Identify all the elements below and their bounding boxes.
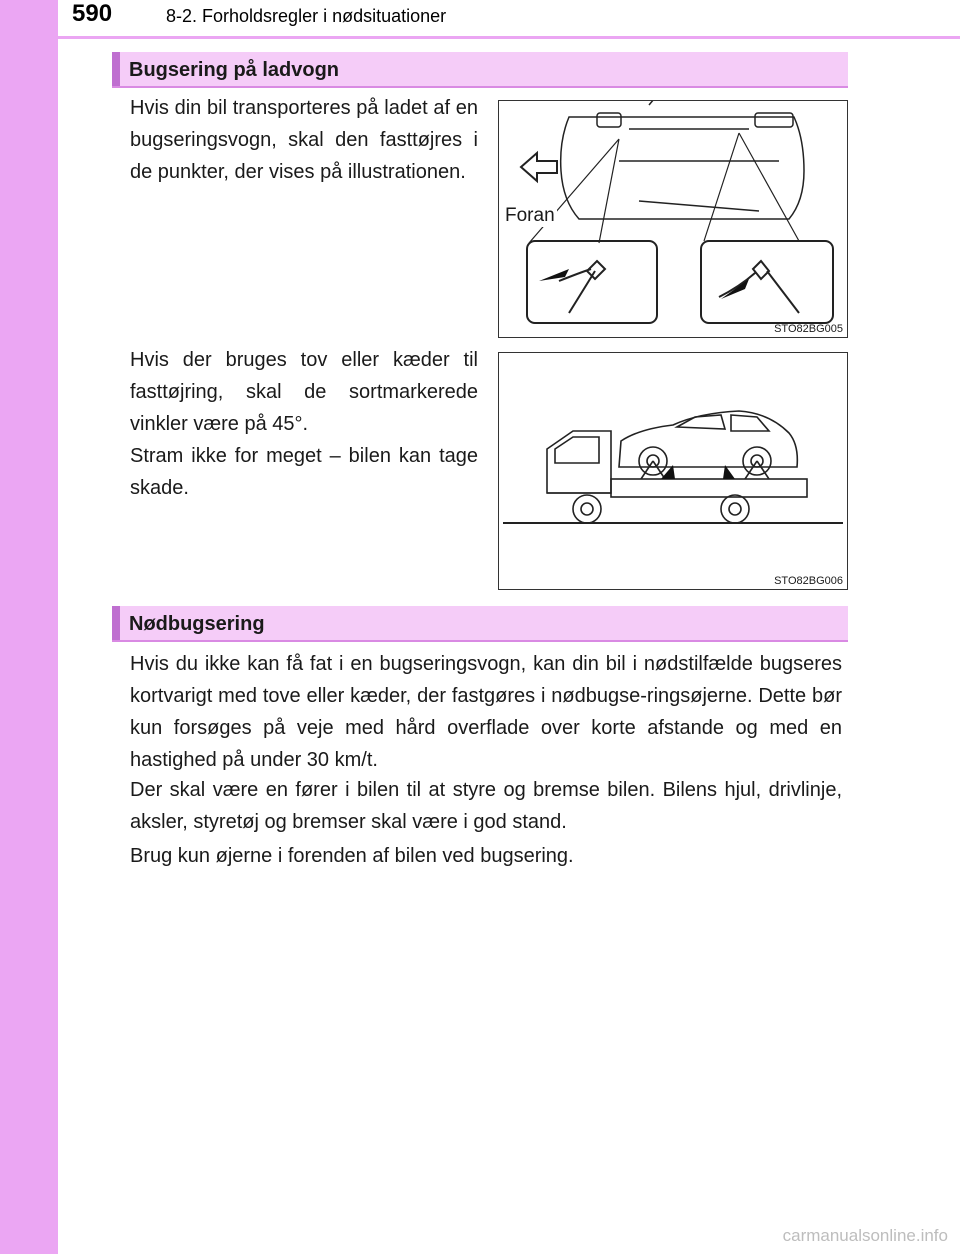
front-label: Foran [505,205,555,226]
tow-truck-illustration [499,353,847,589]
section-title: Bugsering på ladvogn [129,59,340,81]
section-heading-ladvogn [112,52,848,88]
paragraph-driver-required: Der skal være en fører i bilen til at styre og bremse bilen. Bilens hjul, drivlinje, aksler, styretøj og bremser skal være i god stand. [130,779,842,833]
paragraph-emergency-towing: Hvis du ikke kan få fat i en bugseringsvogn, kan din bil i nødstilfælde bugseres kortvarigt med tove eller kæder, der fastgøres i nødbugse-ringsøjerne. Dette bør kun forsøges på veje med hård overflade over korte afstande og med en hastighed på under 30 km/t. [130,653,842,771]
watermark: carmanualsonline.info [782,1226,948,1245]
chapter-title: 8-2. Forholdsregler i nødsituationer [166,6,447,26]
figure-code: STO82BG005 [774,323,843,335]
left-margin-band [0,0,58,1254]
page-number: 590 [72,0,113,27]
figure-tie-down-points [498,100,848,338]
paragraph-angles: Hvis der bruges tov eller kæder til fasttøjring, skal de sortmarkerede vinkler være på 45°. [130,349,478,435]
paragraph-tension: Stram ikke for meget – bilen kan tage skade. [130,445,478,499]
section-title: Nødbugsering [129,613,265,635]
section-accent [112,52,120,86]
figure-tow-truck [498,352,848,590]
paragraph-front-eyes: Brug kun øjerne i forenden af bilen ved bugsering. [130,845,574,867]
section-accent [112,606,120,640]
section-heading-nodbugsering [112,606,848,642]
paragraph-transport: Hvis din bil transporteres på ladet af en bugseringsvogn, skal den fasttøjres i de punkter, der vises på illustrationen. [130,97,478,183]
figure-code: STO82BG006 [774,575,843,587]
header-rule [0,36,960,39]
